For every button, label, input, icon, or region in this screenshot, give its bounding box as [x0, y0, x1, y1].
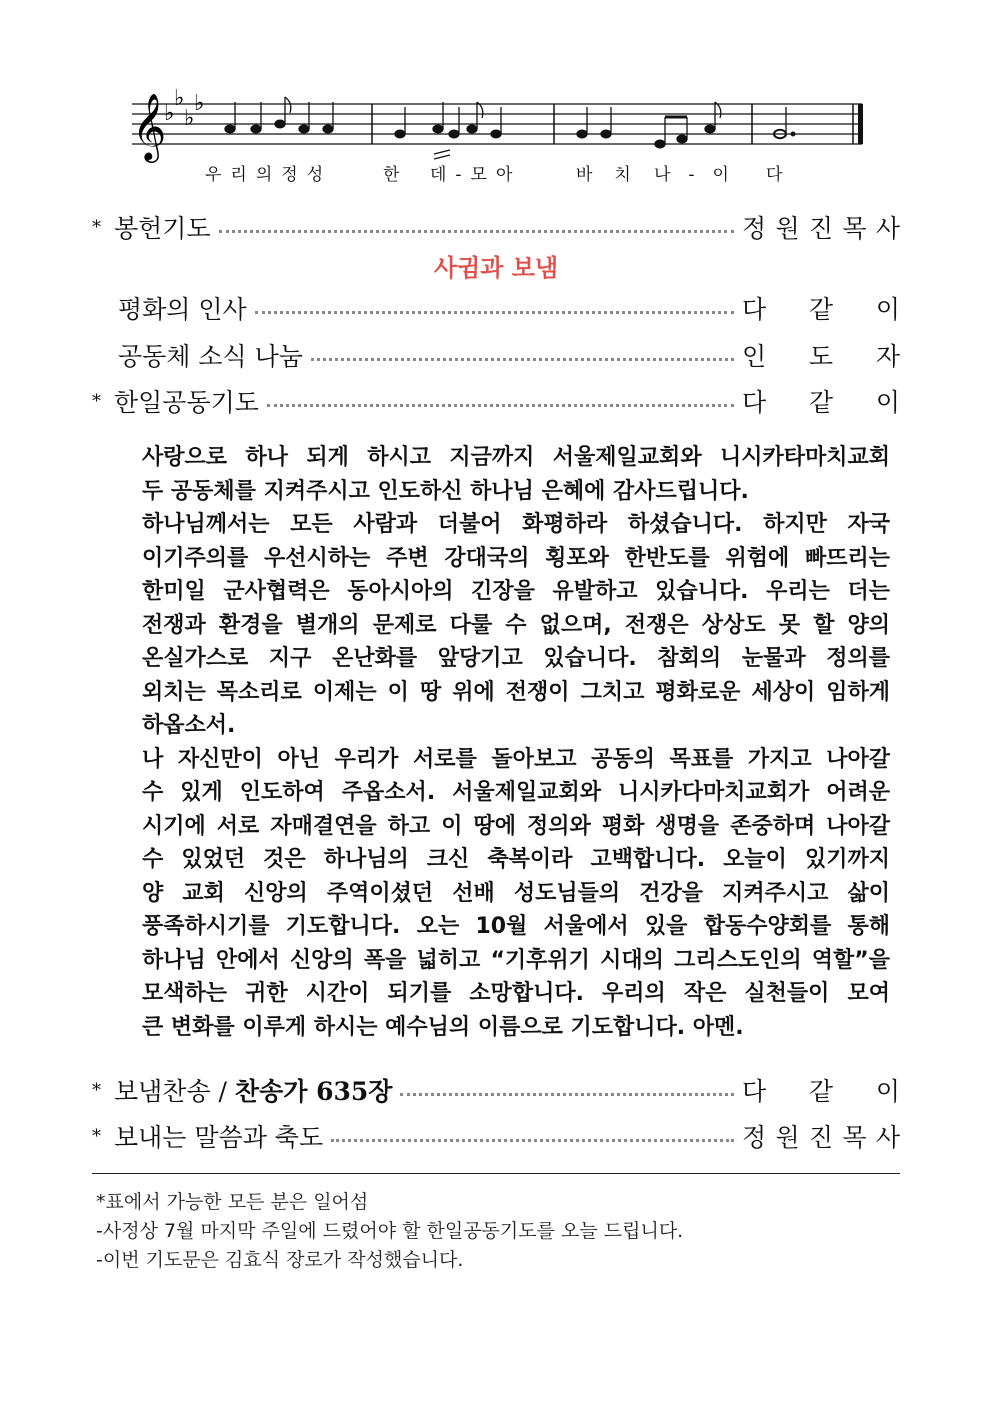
dotted-leader — [267, 392, 734, 407]
order-item-leader: 정 원 진 목 사 — [742, 214, 900, 243]
prayer-line: 풍족하시기를 기도합니다. 오는 10월 서울에서 있을 합동수양회를 통해 — [142, 914, 890, 939]
dotted-leader — [219, 218, 734, 233]
order-item-leader: 다 같 이 — [742, 295, 900, 324]
order-item-benediction — [92, 1118, 900, 1154]
prayer-line: 사랑으로 하나 되게 하시고 지금까지 서울제일교회와 니시카타마치교회 — [142, 445, 890, 470]
lyric-segment: 나-이 — [654, 165, 747, 185]
prayer-line: 수 있었던 것은 하나님의 크신 축복이라 고백합니다. 오늘이 있기까지 — [142, 847, 890, 872]
dotted-leader — [255, 299, 734, 314]
order-item-leader: 다 같 이 — [742, 1077, 900, 1106]
standing-marker: * — [92, 1079, 101, 1101]
prayer-line: 수 있게 인도하여 주옵소서. 서울제일교회와 니시카다마치교회가 어려운 — [142, 780, 890, 805]
prayer-line: 큰 변화를 이루게 하시는 예수님의 이름으로 기도합니다. 아멘. — [142, 1014, 744, 1040]
dotted-leader — [400, 1081, 734, 1096]
prayer-line: 하옵소서. — [142, 713, 236, 738]
order-item-label: 봉헌기도 — [114, 214, 211, 243]
prayer-line: 외치는 목소리로 이제는 이 땅 위에 전쟁이 그치고 평화로운 세상이 임하게 — [142, 679, 890, 705]
lyric-segment: 바치 — [576, 165, 653, 185]
order-item-label: 공동체 소식 나눔 — [118, 342, 303, 371]
order-item-community-news — [92, 337, 900, 373]
dotted-leader — [331, 1127, 734, 1142]
prayer-line: 하나님 안에서 신앙의 폭을 넓히고 “기후위기 시대의 그리스도인의 역할”을 — [142, 947, 890, 973]
order-item-label: 보내는 말씀과 축도 — [114, 1123, 324, 1152]
svg-text:♭: ♭ — [164, 101, 175, 126]
order-item-label: 보냄찬송 / 찬송가 635장 — [114, 1077, 393, 1106]
prayer-line: 전쟁과 환경을 별개의 문제로 다룰 수 없으며, 전쟁은 상상도 못 할 양의 — [142, 612, 890, 638]
order-item-label: 평화의 인사 — [118, 295, 247, 324]
order-item-sending-hymn — [92, 1072, 900, 1108]
order-item-label: 한일공동기도 — [114, 388, 259, 417]
standing-marker: * — [92, 216, 101, 238]
order-item-leader: 정 원 진 목 사 — [742, 1123, 900, 1152]
lyric-segment: 다 — [766, 165, 792, 185]
prayer-line: 모색하는 귀한 시간이 되기를 소망합니다. 우리의 작은 실천들이 모여 — [142, 981, 890, 1006]
order-item-offering-prayer — [92, 209, 900, 245]
footnote: *표에서 가능한 모든 분은 일어섬 — [96, 1191, 369, 1213]
footnote: -이번 기도문은 김효식 장로가 작성했습니다. — [96, 1249, 464, 1271]
prayer-line: 온실가스로 지구 온난화를 앞당기고 있습니다. 참회의 눈물과 정의를 — [142, 646, 890, 671]
prayer-line: 이기주의를 우선시하는 주변 강대국의 횡포와 한반도를 위험에 빠뜨리는 — [142, 545, 890, 571]
prayer-line: 하나님께서는 모든 사람과 더불어 화평하라 하셨습니다. 하지만 자국 — [142, 512, 890, 537]
prayer-line: 양 교회 신앙의 주역이셨던 선배 성도님들의 건강을 지켜주시고 삶이 — [142, 880, 890, 906]
prayer-text — [142, 441, 890, 1044]
prayer-line: 시기에 서로 자매결연을 하고 이 땅에 정의와 평화 생명을 존중하며 나아갈 — [142, 813, 890, 839]
svg-text:♭: ♭ — [194, 91, 205, 116]
order-item-leader: 인 도 자 — [742, 342, 900, 371]
prayer-line: 한미일 군사협력은 동아시아의 긴장을 유발하고 있습니다. 우리는 더는 — [142, 579, 890, 604]
lyric-segment: 우리의정성 — [205, 165, 333, 185]
prayer-line: 두 공동체를 지켜주시고 인도하신 하나님 은혜에 감사드립니다. — [142, 478, 749, 504]
order-item-joint-prayer — [92, 383, 900, 419]
section-title: 사귐과 보냄 — [433, 254, 559, 282]
order-item-peace-greeting — [92, 290, 900, 326]
dotted-leader — [311, 346, 734, 361]
final-bar — [858, 104, 863, 144]
lyric-segment: 한 — [383, 165, 409, 185]
divider — [92, 1173, 900, 1174]
svg-text:♭: ♭ — [184, 106, 195, 131]
lyric-segment: 데-모아 — [430, 165, 522, 185]
notes — [225, 97, 795, 159]
footnotes — [96, 1188, 683, 1275]
standing-marker: * — [92, 1125, 101, 1147]
treble-clef-icon: 𝄞 — [132, 92, 167, 160]
footnote: -사정상 7월 마지막 주일에 드렸어야 할 한일공동기도를 오늘 드립니다. — [96, 1220, 684, 1242]
order-item-leader: 다 같 이 — [742, 388, 900, 417]
hymn-number: 찬송가 635장 — [234, 1077, 393, 1106]
standing-marker: * — [92, 390, 101, 412]
svg-text:♭: ♭ — [174, 86, 185, 111]
prayer-line: 나 자신만이 아닌 우리가 서로를 돌아보고 공동의 목표를 가지고 나아갈 — [142, 746, 890, 772]
